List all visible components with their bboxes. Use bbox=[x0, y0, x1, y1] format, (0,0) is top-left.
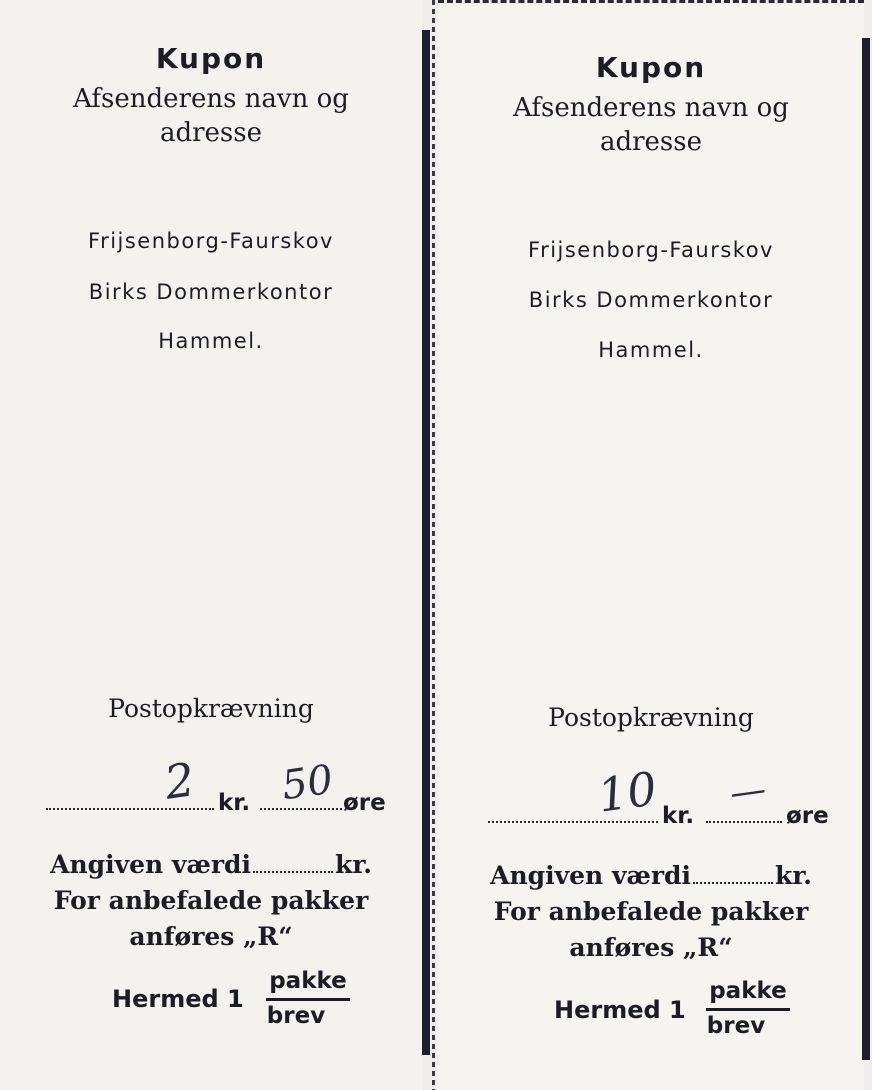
amount-row bbox=[438, 761, 864, 833]
hermed-label: Hermed 1 bbox=[112, 985, 244, 1013]
angiven-unit: kr. bbox=[775, 861, 812, 890]
angiven-unit: kr. bbox=[335, 850, 372, 879]
address-line-2: Birks Dommerkontor bbox=[88, 280, 334, 304]
address-line-3: Hammel. bbox=[598, 338, 704, 362]
angiven-vaerdi-label: Angiven værdi bbox=[490, 861, 691, 890]
address-line-2: Birks Dommerkontor bbox=[528, 288, 774, 312]
fraction-bottom: brev bbox=[266, 1003, 326, 1029]
kr-label: kr. bbox=[218, 790, 251, 816]
angiven-vaerdi-label: Angiven værdi bbox=[50, 850, 251, 879]
handwritten-ore-amount: — bbox=[727, 768, 769, 815]
address-line-1: Frijsenborg-Faurskov bbox=[88, 229, 334, 253]
anbefalede-line-1: For anbefalede pakker bbox=[53, 886, 369, 915]
angiven-dotted-line bbox=[693, 882, 773, 884]
fraction-bar bbox=[706, 1008, 790, 1011]
coupon-left bbox=[0, 0, 422, 1090]
postopkraevning-label: Postopkrævning bbox=[548, 703, 754, 732]
handwritten-kr-amount: 2 bbox=[161, 752, 198, 810]
right-border-line bbox=[862, 38, 870, 1060]
fraction-bar bbox=[266, 998, 350, 1001]
handwritten-kr-amount: 10 bbox=[594, 761, 661, 823]
anbefalede-line-2: anføres „R“ bbox=[129, 922, 293, 951]
address-line-3: Hammel. bbox=[158, 329, 264, 353]
hermed-label: Hermed 1 bbox=[554, 996, 686, 1024]
coupon-title: Kupon bbox=[595, 51, 707, 84]
kr-dotted-line bbox=[488, 821, 658, 823]
postopkraevning-label: Postopkrævning bbox=[108, 694, 314, 723]
perforation-line bbox=[432, 0, 435, 1090]
sender-label-line1: Afsenderens navn og bbox=[513, 93, 789, 123]
address-line-1: Frijsenborg-Faurskov bbox=[528, 238, 774, 262]
sender-label-line2: adresse bbox=[159, 118, 263, 148]
amount-row bbox=[0, 752, 422, 820]
ore-label: øre bbox=[786, 803, 829, 829]
angiven-vaerdi-row bbox=[0, 850, 422, 879]
kr-dotted-line bbox=[46, 808, 214, 810]
ore-label: øre bbox=[343, 790, 386, 816]
coupon-title: Kupon bbox=[155, 42, 267, 75]
handwritten-ore-amount: 50 bbox=[279, 756, 336, 810]
ore-dotted-line bbox=[260, 808, 342, 810]
fraction-top: pakke bbox=[269, 968, 347, 994]
kr-label: kr. bbox=[662, 803, 695, 829]
ore-dotted-line bbox=[706, 821, 782, 823]
angiven-dotted-line bbox=[253, 871, 333, 873]
fraction-top: pakke bbox=[709, 978, 787, 1004]
anbefalede-line-2: anføres „R“ bbox=[569, 933, 733, 962]
sender-label-line2: adresse bbox=[599, 127, 703, 157]
coupon-right bbox=[438, 0, 864, 1090]
angiven-vaerdi-row bbox=[438, 861, 864, 890]
fraction-bottom: brev bbox=[706, 1013, 766, 1039]
left-border-line bbox=[422, 30, 430, 1055]
sender-label-line1: Afsenderens navn og bbox=[73, 84, 349, 114]
anbefalede-line-1: For anbefalede pakker bbox=[493, 897, 809, 926]
